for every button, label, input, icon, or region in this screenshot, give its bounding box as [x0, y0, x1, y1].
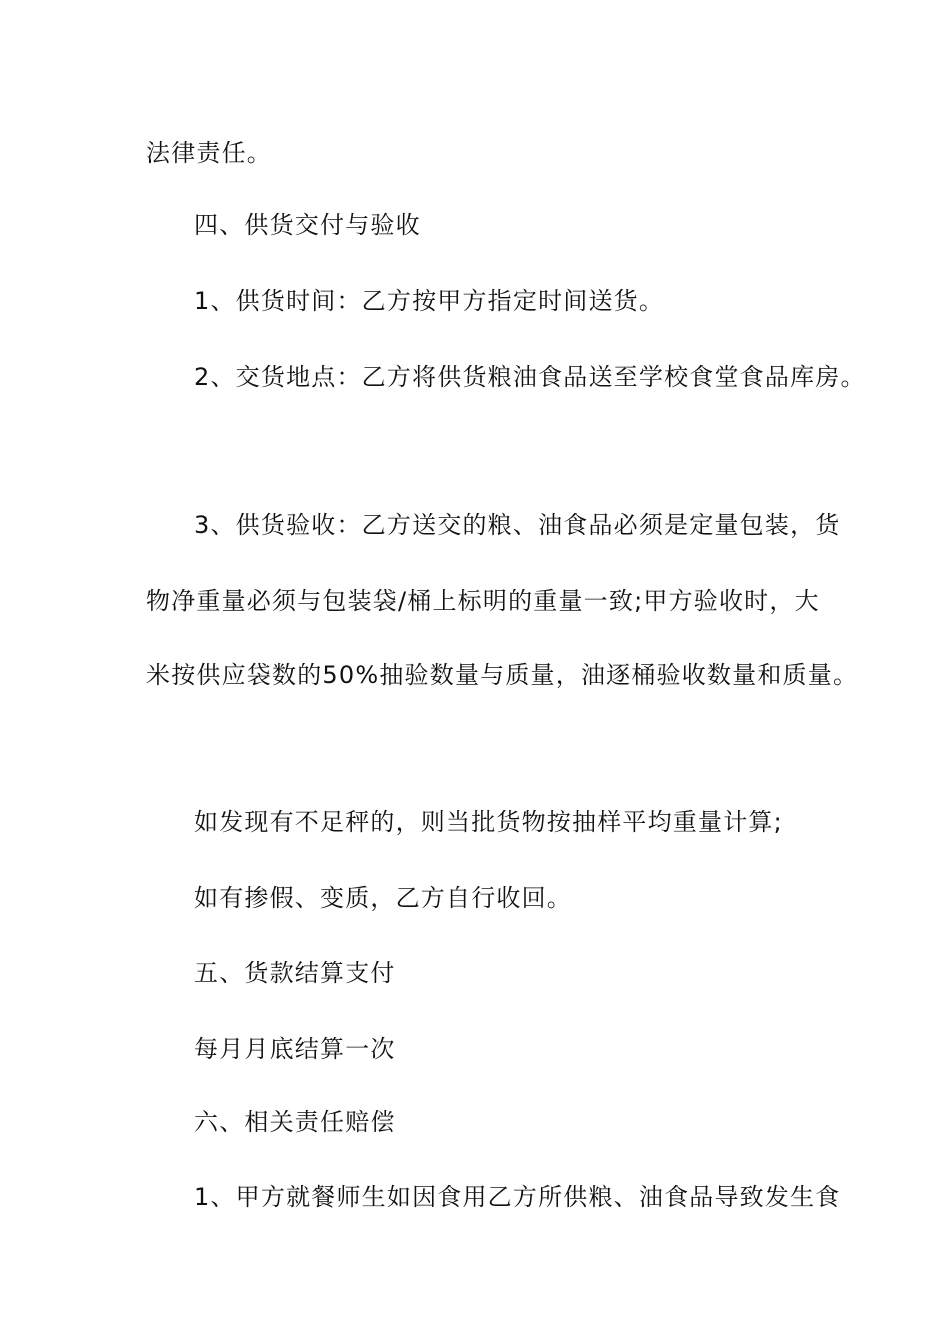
clause-acceptance-line-2: 物净重量必须与包装袋/桶上标明的重量一致;甲方验收时，大	[146, 587, 820, 615]
clause-adulteration: 如有掺假、变质，乙方自行收回。	[194, 884, 572, 912]
clause-acceptance-line-1: 3、供货验收：乙方送交的粮、油食品必须是定量包装，货	[194, 511, 841, 539]
section-heading-delivery: 四、供货交付与验收	[194, 211, 421, 239]
section-heading-payment: 五、货款结算支付	[194, 959, 396, 987]
section-heading-liability: 六、相关责任赔偿	[194, 1108, 396, 1136]
clause-underweight: 如发现有不足秤的，则当批货物按抽样平均重量计算;	[194, 808, 783, 836]
clause-delivery-time: 1、供货时间：乙方按甲方指定时间送货。	[194, 287, 665, 315]
clause-delivery-location: 2、交货地点：乙方将供货粮油食品送至学校食堂食品库房。	[194, 363, 866, 391]
clause-liability-line-1: 1、甲方就餐师生如因食用乙方所供粮、油食品导致发生食	[194, 1183, 841, 1211]
clause-acceptance-line-3: 米按供应袋数的50%抽验数量与质量，油逐桶验收数量和质量。	[146, 661, 859, 689]
paragraph-continuation: 法律责任。	[146, 139, 272, 167]
clause-monthly-settlement: 每月月底结算一次	[194, 1035, 396, 1063]
